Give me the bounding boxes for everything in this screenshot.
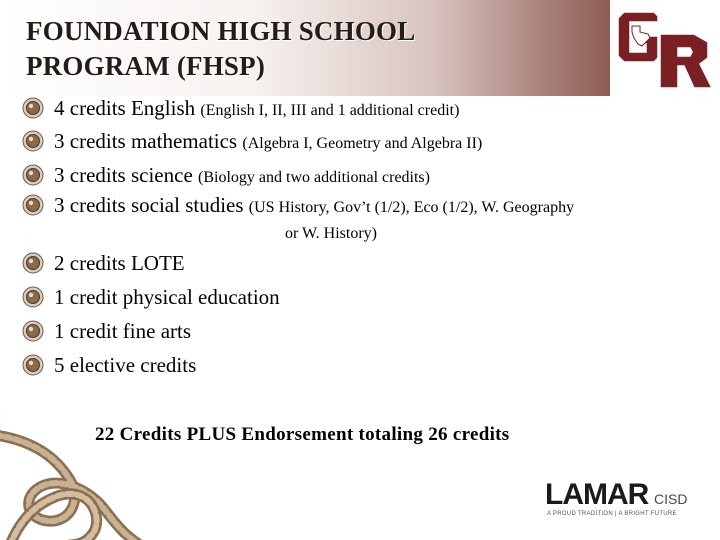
list-item	[22, 319, 191, 343]
item-main: 3 credits social studies	[54, 193, 249, 217]
rope-knot-image	[0, 405, 150, 540]
bullet-icon	[22, 354, 44, 376]
item-detail: (Algebra I, Geometry and Algebra II)	[242, 135, 483, 152]
item-main: 1 credit fine arts	[54, 319, 192, 343]
bullet-icon	[22, 286, 44, 308]
item-detail-continuation: or W. History)	[285, 225, 377, 242]
item-main: 1 credit physical education	[54, 285, 280, 309]
bullet-icon	[22, 320, 44, 342]
list-item	[22, 251, 185, 275]
bullet-icon	[22, 164, 44, 186]
bullet-icon	[22, 130, 44, 152]
list-item	[22, 163, 430, 190]
bullet-icon	[22, 252, 44, 274]
item-main: 3 credits science	[54, 163, 199, 187]
brand-tagline: A PROUD TRADITION | A BRIGHT FUTURE	[547, 511, 677, 517]
item-main: 3 credits mathematics	[54, 129, 243, 153]
brand-suffix: CISD	[654, 491, 688, 507]
title-line-1: FOUNDATION HIGH SCHOOL	[26, 16, 416, 46]
bullet-icon	[22, 97, 44, 119]
item-main: 2 credits LOTE	[54, 251, 185, 275]
title-line-2: PROGRAM (FHSP)	[26, 51, 266, 81]
item-detail: (US History, Gov’t (1/2), Eco (1/2), W. Geography	[248, 199, 575, 216]
lamar-cisd-logo	[545, 480, 705, 522]
item-main: 5 elective credits	[54, 353, 197, 377]
list-item	[22, 193, 574, 220]
bullet-icon	[22, 194, 44, 216]
list-item	[22, 129, 482, 156]
brand-name: LAMAR	[545, 478, 649, 511]
list-item	[22, 285, 280, 309]
item-main: 4 credits English	[54, 96, 201, 120]
list-item	[22, 96, 459, 123]
summary-text: 22 Credits PLUS Endorsement totaling 26 credits	[95, 424, 510, 445]
item-detail: (English I, II, III and 1 additional credit)	[200, 102, 460, 119]
list-item	[22, 353, 196, 377]
item-detail: (Biology and two additional credits)	[198, 169, 430, 186]
